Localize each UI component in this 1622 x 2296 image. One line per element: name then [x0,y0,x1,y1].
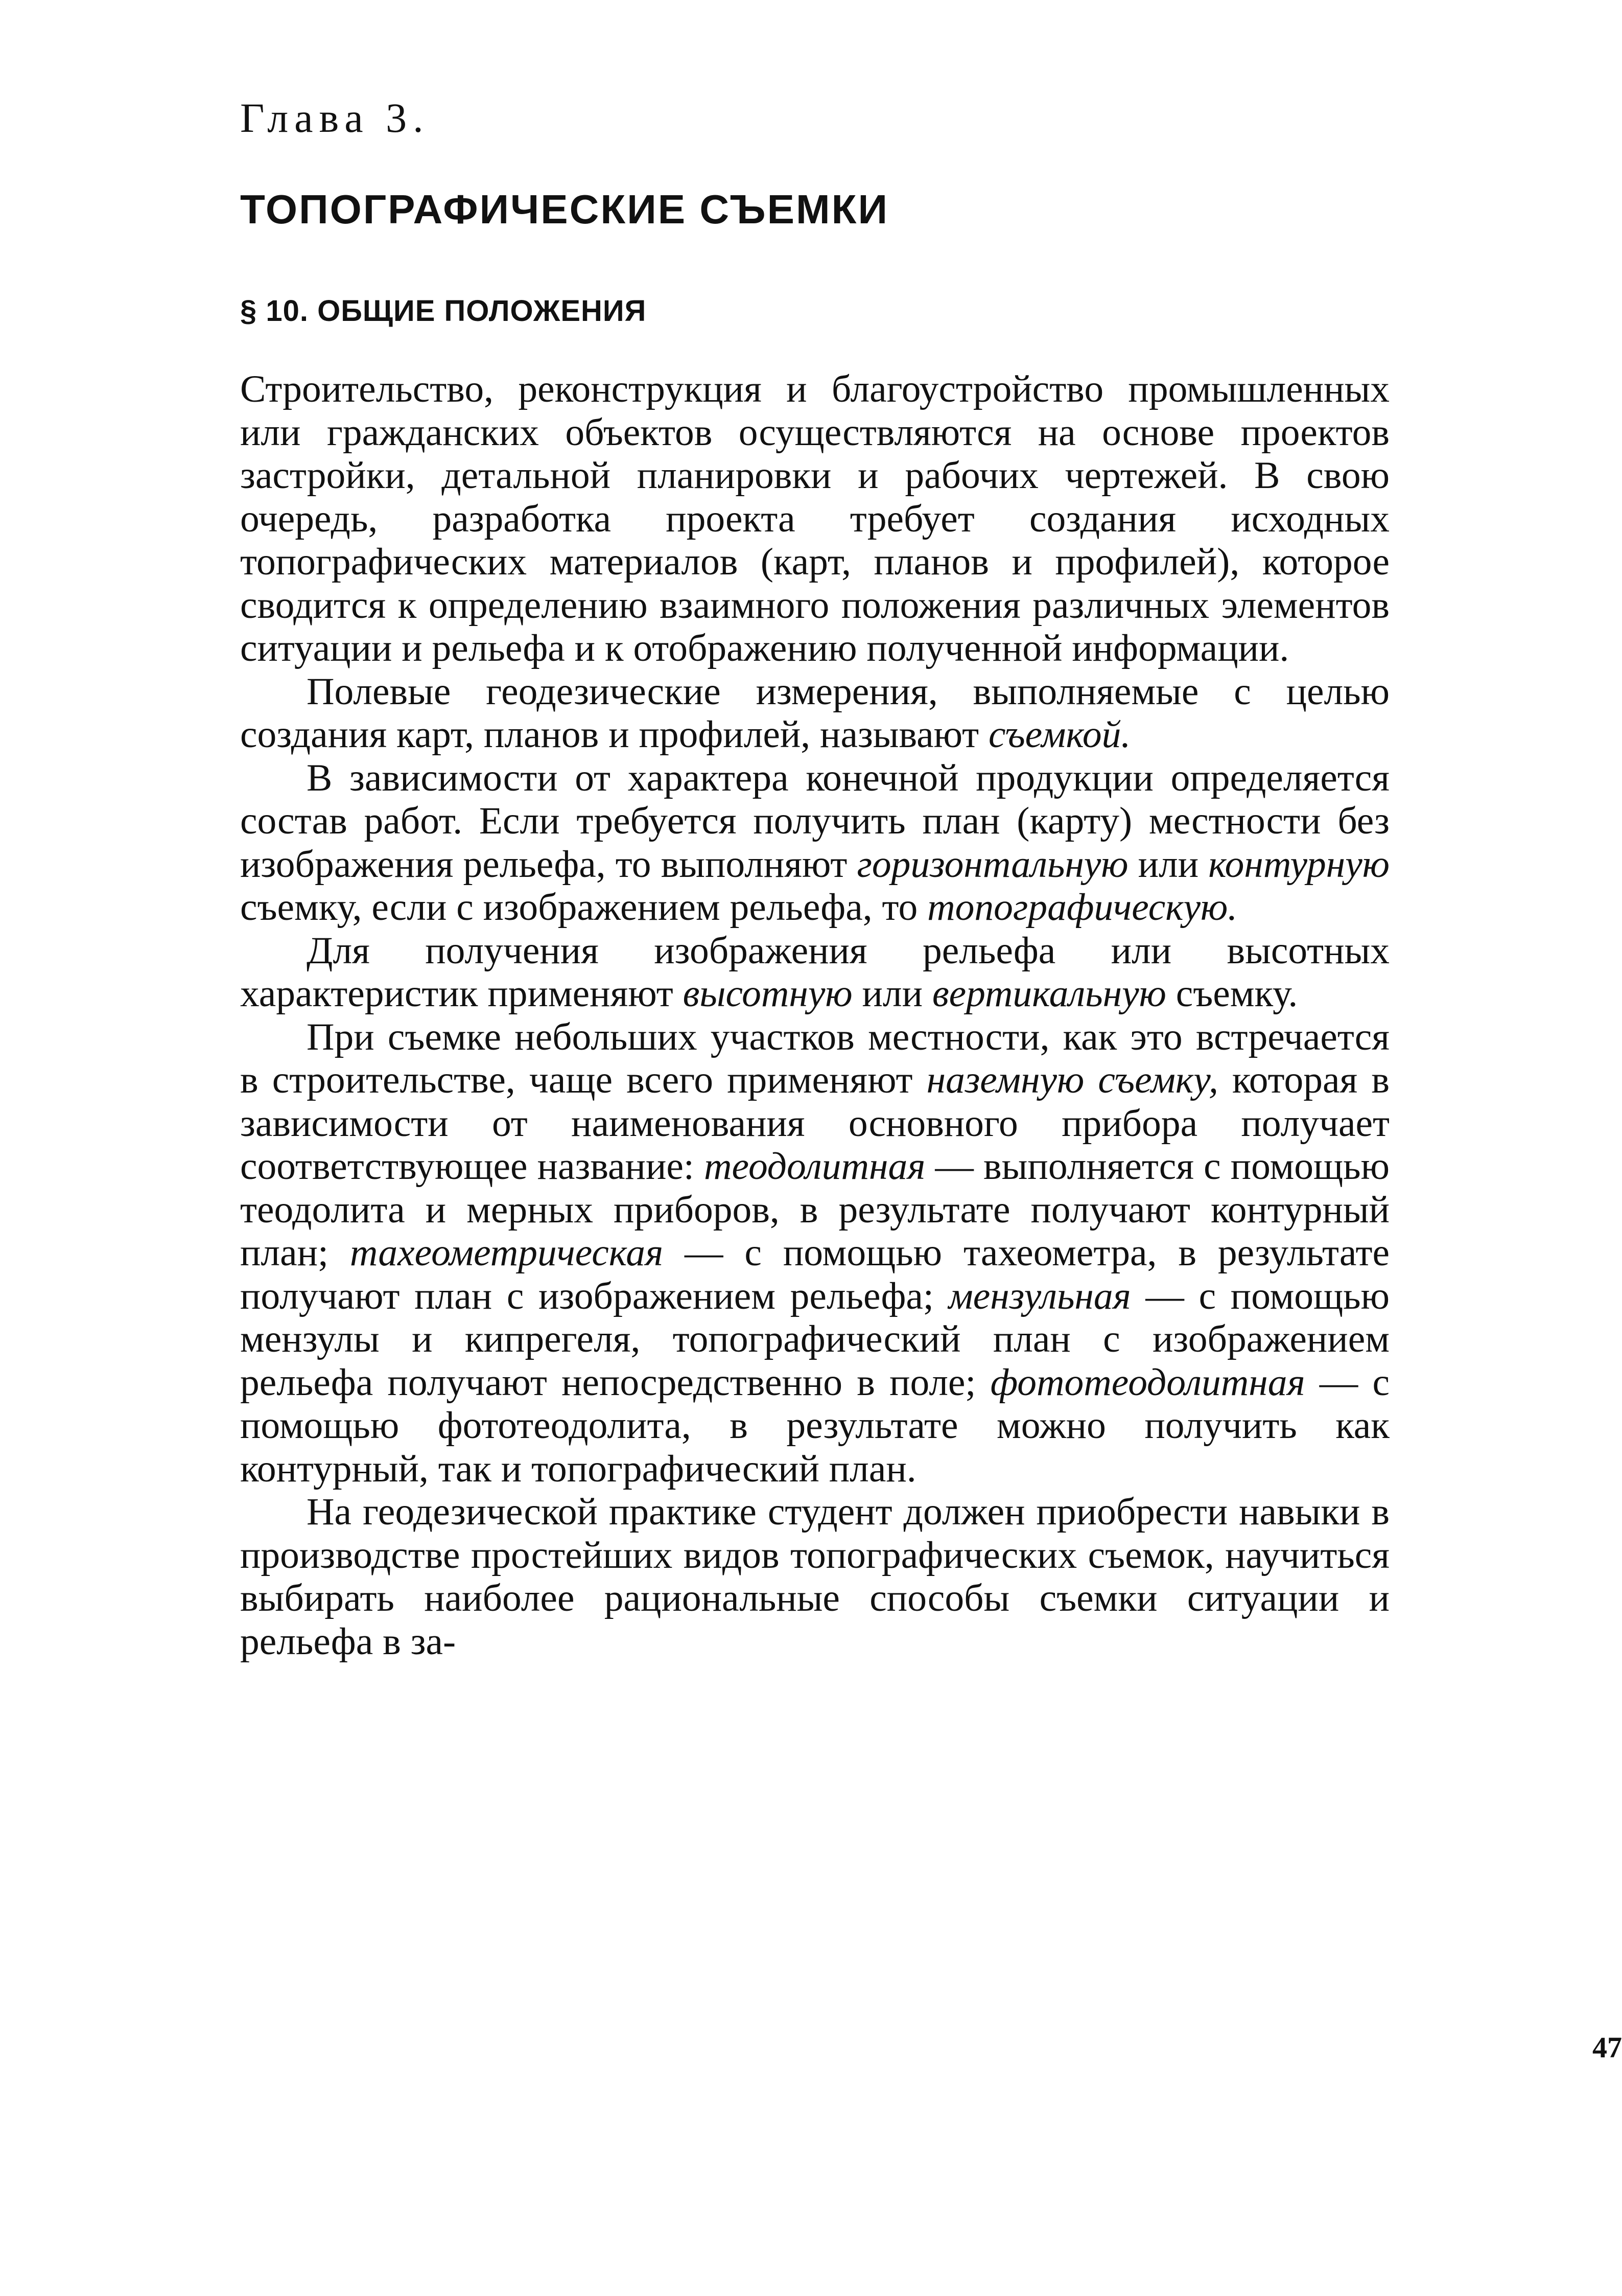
italic-term: контурную [1208,843,1390,886]
text-run: съемку. [1166,972,1298,1015]
text-run: — выполняется с помощью теодолита и мерных приборов, в результате получают контурный план; [240,1145,1390,1274]
paragraph [240,1016,1390,1491]
text-run: или [852,972,932,1015]
italic-term: горизонтальную [857,843,1129,886]
paragraph [240,930,1390,1016]
italic-term: теодолитная [703,1145,926,1188]
text-run: — с помощью мензулы и кипрегеля, топографический план с изображением рельефа получают непосредственно в поле; [240,1274,1390,1404]
italic-term: тахеометрическая [349,1232,664,1274]
text-run: Для получения изображения рельефа или высотных характеристик применяют [240,929,1390,1015]
paragraph [240,368,1390,670]
text-run: которая в зависимости от наименования основного прибора получает соответствующее название: [240,1059,1390,1188]
paragraph [240,1491,1390,1663]
page-number: 47 [1592,2031,1622,2064]
italic-term: наземную съемку, [926,1059,1218,1101]
text-run: — с помощью фототеодолита, в результате можно получить как контурный, так и топографический план. [240,1361,1390,1490]
text-run: При съемке небольших участков местности, как это встречается в строительстве, чаще всего применяют [240,1015,1390,1101]
italic-term: вертикальную [932,972,1166,1015]
section-title: § 10. ОБЩИЕ ПОЛОЖЕНИЯ [240,294,647,328]
text-run: На геодезической практике студент должен приобрести навыки в производстве простейших видов топографических съемок, научиться выбирать наиболее рациональные способы съемки ситуации и рельефа в за- [240,1491,1390,1663]
chapter-label: Глава 3. [240,95,430,141]
paragraph [240,757,1390,930]
italic-term: фототеодолитная [990,1361,1305,1404]
text-run: Строительство, реконструкция и благоустройство промышленных или гражданских объектов осуществляются на основе проектов застройки, детальной планировки и рабочих чертежей. В свою очередь, разработка проекта требует создания исходных топографических материалов (карт, планов и профилей), которое сводится к определению взаимного положения различных элементов ситуации и рельефа и к отображению полученной информации. [240,368,1390,669]
text-run: В зависимости от характера конечной продукции определяется состав работ. Если требуется получить план (карту) местности без изображения рельефа, то выполняют [240,756,1390,886]
italic-term: топографическую. [927,886,1238,929]
italic-term: съемкой. [988,713,1131,756]
chapter-title: ТОПОГРАФИЧЕСКИЕ СЪЕМКИ [240,187,889,232]
text-run: Полевые геодезические измерения, выполняемые с целью создания карт, планов и профилей, называют [240,670,1390,756]
text-run: или [1128,843,1209,886]
italic-term: высотную [683,972,853,1015]
body-text [240,368,1390,1663]
text-run: съемку, если с изображением рельефа, то [240,886,928,929]
italic-term: мензульная [948,1274,1131,1317]
paragraph [240,670,1390,757]
text-run: — с помощью тахеометра, в результате получают план с изображением рельефа; [240,1232,1390,1317]
